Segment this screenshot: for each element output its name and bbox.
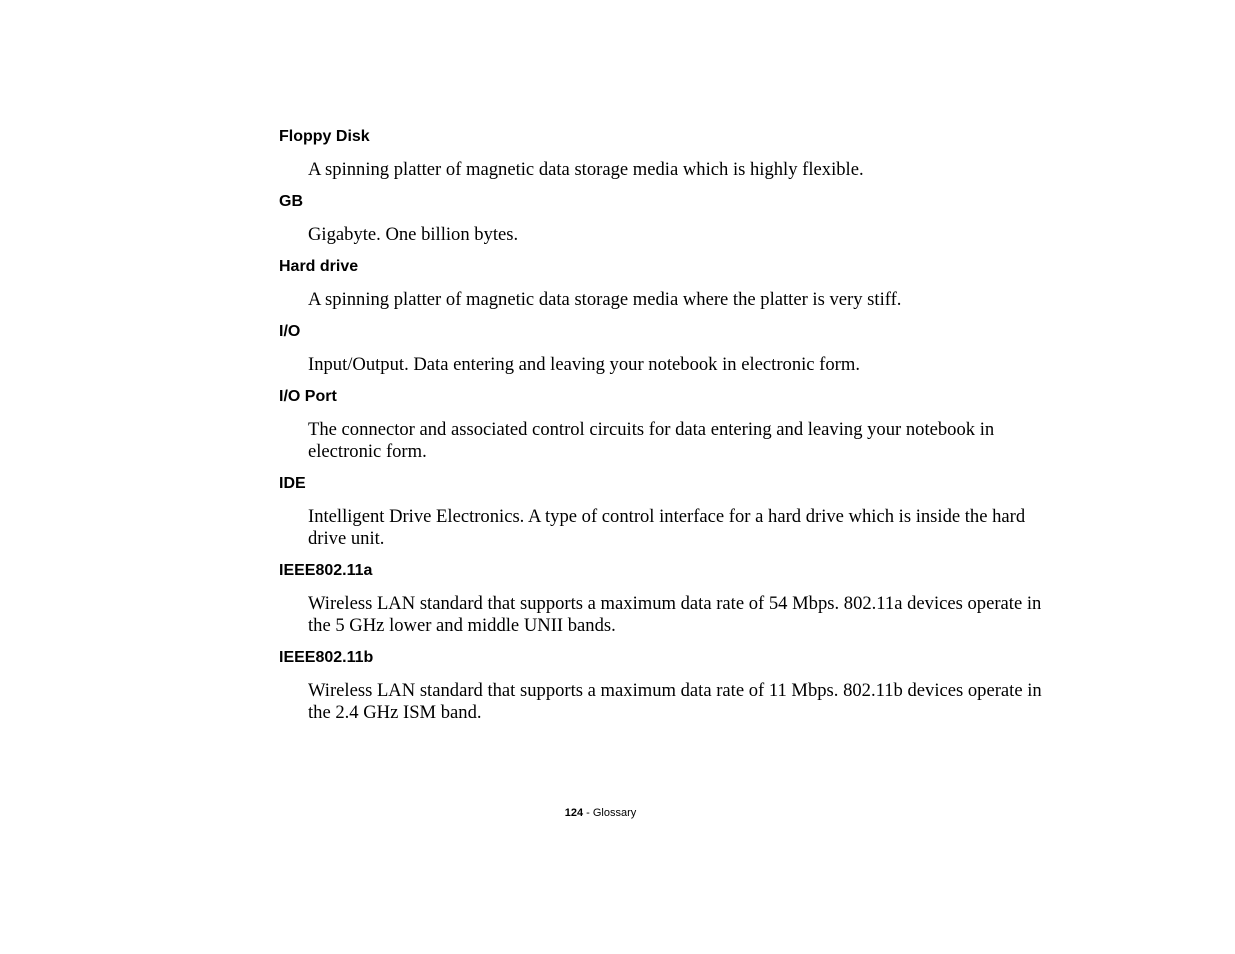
glossary-definition-ieee80211a: Wireless LAN standard that supports a maximum data rate of 54 Mbps. 802.11a devices operate in the 5 GHz lower and middle UNII bands. bbox=[308, 593, 1042, 636]
glossary-definition-ieee80211b: Wireless LAN standard that supports a maximum data rate of 11 Mbps. 802.11b devices operate in the 2.4 GHz ISM band. bbox=[308, 680, 1042, 723]
glossary-term-io: I/O bbox=[279, 323, 301, 340]
glossary-term-ieee80211b: IEEE802.11b bbox=[279, 649, 374, 666]
glossary-definition-io: Input/Output. Data entering and leaving your notebook in electronic form. bbox=[308, 354, 860, 375]
glossary-definition-io-port: The connector and associated control circuits for data entering and leaving your notebook in electronic form. bbox=[308, 419, 995, 462]
footer-section-title: Glossary bbox=[592, 807, 637, 819]
glossary-term-io-port: I/O Port bbox=[279, 388, 337, 405]
glossary-definition-gb: Gigabyte. One billion bytes. bbox=[308, 224, 519, 245]
glossary-definition-floppy-disk: A spinning platter of magnetic data storage media which is highly flexible. bbox=[308, 159, 864, 180]
glossary-definition-hard-drive: A spinning platter of magnetic data storage media where the platter is very stiff. bbox=[308, 289, 902, 310]
footer-separator: - bbox=[583, 807, 593, 819]
glossary-term-ieee80211a: IEEE802.11a bbox=[279, 562, 373, 579]
glossary-definition-ide: Intelligent Drive Electronics. A type of control interface for a hard drive which is inside the hard drive unit. bbox=[308, 506, 1026, 549]
glossary-term-ide: IDE bbox=[279, 475, 306, 492]
glossary-term-floppy-disk: Floppy Disk bbox=[279, 128, 370, 145]
glossary-list bbox=[279, 127, 1069, 735]
glossary-term-gb: GB bbox=[279, 193, 303, 210]
footer-text bbox=[565, 806, 637, 820]
glossary-term-hard-drive: Hard drive bbox=[279, 258, 359, 275]
page-number: 124 bbox=[564, 807, 584, 819]
page-footer bbox=[0, 806, 1235, 820]
